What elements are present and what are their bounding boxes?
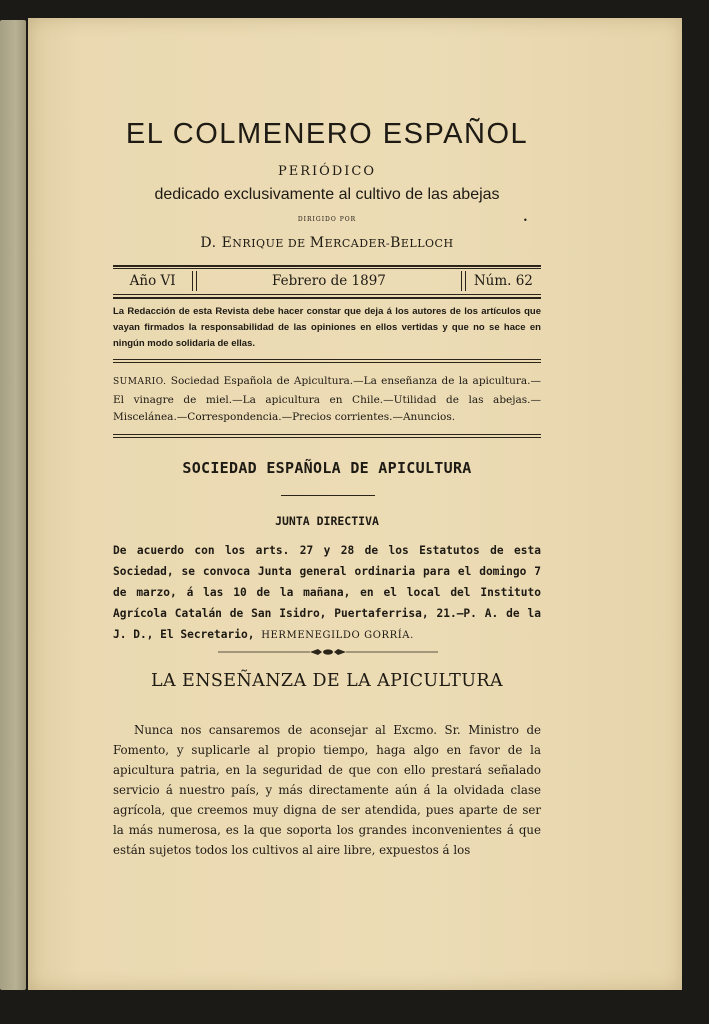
- summary-rule: [113, 434, 541, 435]
- issue-number: Núm. 62: [473, 273, 533, 289]
- heading-rule: [281, 495, 375, 496]
- journal-tagline: dedicado exclusivamente al cultivo de las abejas: [154, 186, 500, 203]
- summary-label: SUMARIO.: [113, 377, 167, 387]
- section-heading-ensenanza: LA ENSEÑANZA DE LA APICULTURA: [151, 671, 503, 691]
- directed-by-label: DIRIGIDO POR: [297, 216, 357, 223]
- issue-info-bar: [113, 268, 541, 294]
- editorial-notice: La Redacción de esta Revista debe hacer constar que deja á los autores de los artículos que vayan firmados la responsabilidad de las opiniones en ellos vertidas y que no se hace en ningún modo solidaria de ellas.: [113, 306, 541, 349]
- journal-subtitle: PERIÓDICO: [278, 164, 376, 179]
- issue-date: Febrero de 1897: [272, 273, 386, 289]
- document-page: [28, 18, 682, 990]
- junta-announcement: [113, 540, 541, 646]
- infobar-top-rule: [113, 265, 541, 267]
- summary-text: Sociedad Española de Apicultura.—La enseñanza de la apicultura.—El vinagre de miel.—La apicultura en Chile.—Utilidad de las abejas.—Miscelánea.—Correspondencia.—Precios corrientes.—Anuncios.: [113, 375, 541, 423]
- issue-year: Año VI: [129, 273, 176, 289]
- print-speck: •: [523, 216, 528, 225]
- notice-rule: [113, 359, 541, 360]
- director-name: D. ENRIQUE DE MERCADER-BELLOCH: [200, 235, 454, 251]
- article-body: Nunca nos cansaremos de aconsejar al Excmo. Sr. Ministro de Fomento, y suplicarle al propio tiempo, haga algo en favor de la apicultura patria, en la seguridad de que con ello prestará señalado servicio á nuestro país, y más directamente aún á la olvidada clase agrícola, que creemos muy digna de ser atendida, pues aparte de ser la más numerosa, es la que soporta los grandes inconvenientes á que están sujetos todos los cultivos al aire libre, expuestos á los: [113, 723, 541, 857]
- ornament-divider-icon: [218, 646, 438, 658]
- summary-rule: [113, 437, 541, 438]
- journal-title: EL COLMENERO ESPAÑOL: [125, 118, 529, 150]
- infobar-bottom-rule: [113, 297, 541, 299]
- summary: [113, 373, 541, 427]
- announcement-text: De acuerdo con los arts. 27 y 28 de los Estatutos de esta Sociedad, se convoca Junta general ordinaria para el domingo 7 de marzo, á las 10 de la mañana, en el local del Instituto Agrícola Catalán de San Isidro, Puertaferrisa, 21.—P. A. de la J. D., El Secretario,: [113, 544, 541, 641]
- announcement-signature: HERMENEGILDO GORRÍA.: [261, 630, 414, 641]
- subheading-junta: JUNTA DIRECTIVA: [275, 514, 379, 528]
- notice-rule: [113, 362, 541, 363]
- previous-page-edge: [0, 20, 26, 990]
- section-heading-sociedad: SOCIEDAD ESPAÑOLA DE APICULTURA: [182, 459, 472, 477]
- infobar-bottom-rule-thin: [113, 294, 541, 295]
